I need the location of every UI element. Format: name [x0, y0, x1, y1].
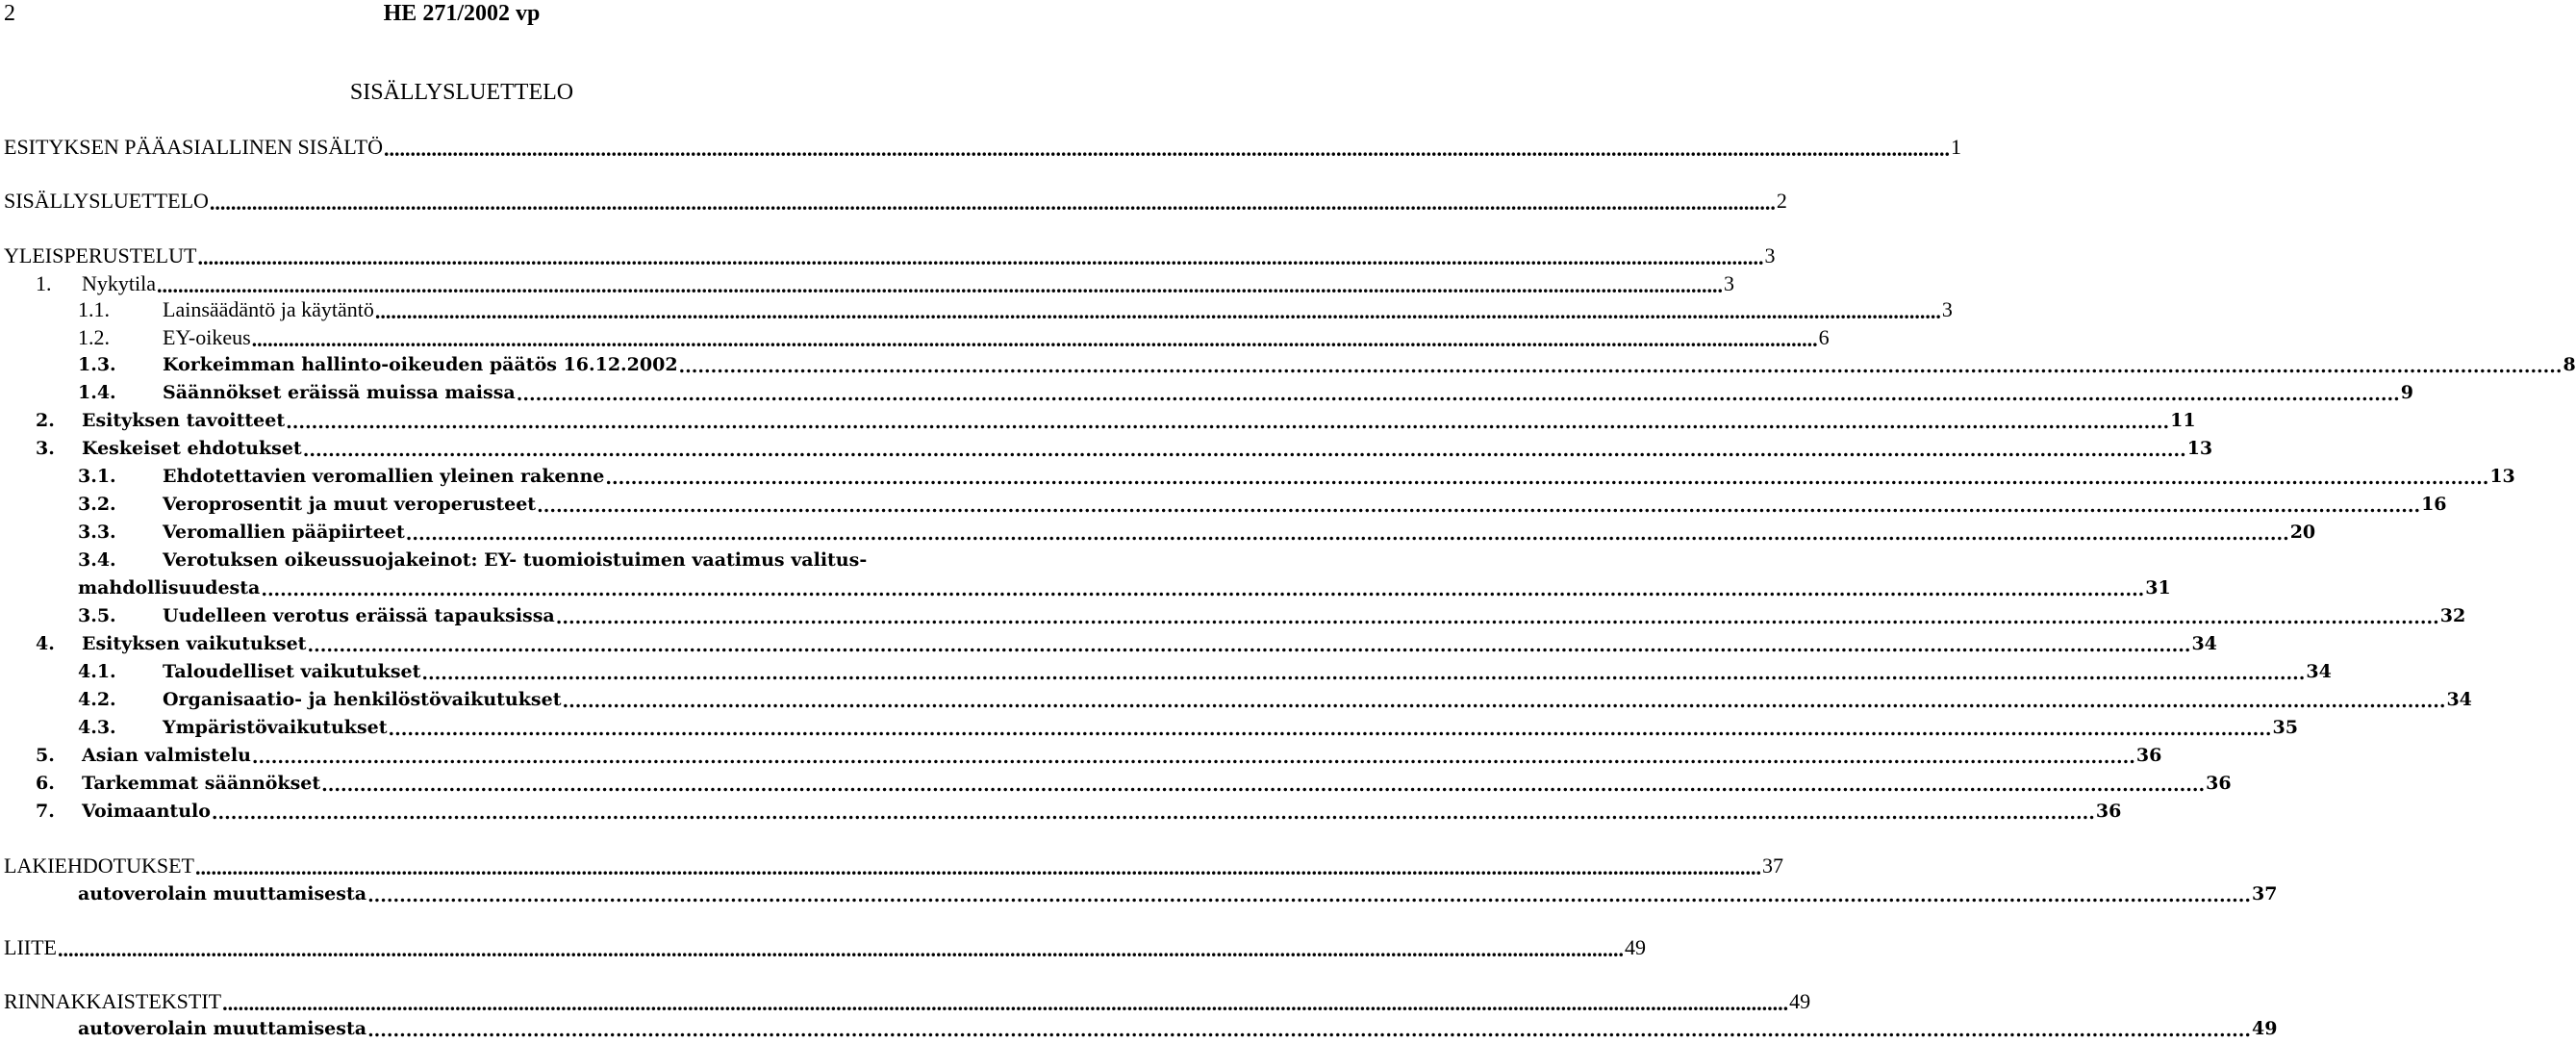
toc-entry[interactable] — [0, 379, 2413, 406]
toc-entry-page: 13 — [2186, 438, 2213, 459]
toc-entry[interactable] — [0, 686, 2472, 713]
toc-entry[interactable] — [0, 602, 2466, 629]
toc-leader — [367, 882, 2251, 902]
toc-entry-label: Tarkemmat säännökset — [82, 773, 321, 794]
toc-leader — [210, 190, 1776, 209]
toc-leader — [556, 604, 2439, 624]
toc-title: SISÄLLYSLUETTELO — [349, 80, 574, 105]
toc-entry-page: 36 — [2206, 773, 2232, 794]
toc-leader — [384, 136, 1950, 155]
toc-entry[interactable] — [0, 270, 1734, 297]
toc-entry-label: Keskeiset ehdotukset — [82, 438, 302, 459]
toc-entry-number: 3.5. — [78, 605, 116, 626]
toc-entry-label: Voimaantulo — [82, 801, 211, 822]
toc-entry-number: 4.2. — [78, 689, 116, 710]
toc-entry-page: 37 — [1761, 853, 1783, 878]
toc-leader — [321, 772, 2205, 791]
toc-leader — [197, 244, 1763, 264]
toc-entry[interactable] — [0, 134, 1961, 161]
toc-entry-label: Esityksen tavoitteet — [82, 410, 286, 431]
toc-entry-page: 49 — [1789, 989, 1811, 1013]
toc-entry-number: 4.1. — [78, 661, 116, 682]
toc-entry-number: 1.3. — [78, 354, 116, 375]
toc-leader — [222, 990, 1788, 1009]
toc-entry-page: 9 — [2400, 382, 2413, 403]
toc-entry-label: RINNAKKAISTEKSTIT — [4, 989, 222, 1013]
toc-leader — [261, 576, 2144, 596]
toc-entry-page: 3 — [1724, 271, 1734, 295]
toc-entry-label: autoverolain muuttamisesta — [78, 1018, 367, 1039]
toc-entry-label: Nykytila — [82, 271, 156, 295]
toc-entry[interactable] — [0, 463, 2515, 490]
toc-leader — [537, 493, 2420, 512]
toc-entry-number: 1.1. — [78, 297, 110, 321]
toc-entry-page: 32 — [2439, 605, 2466, 626]
toc-entry[interactable] — [0, 714, 2298, 741]
toc-entry-label: EY-oikeus — [163, 325, 251, 349]
toc-entry-page: 2 — [1776, 189, 1787, 213]
toc-entry-label: Uudelleen verotus eräissä tapauksissa — [163, 605, 555, 626]
toc-entry-label: Ehdotettavien veromallien yleinen rakenne — [163, 466, 605, 487]
toc-entry-page: 13 — [2489, 466, 2515, 487]
toc-entry-page: 36 — [2095, 801, 2122, 822]
page-number: 2 — [4, 1, 15, 26]
toc-entry-label: LIITE — [4, 935, 57, 959]
toc-entry-page: 34 — [2446, 689, 2472, 710]
toc-entry-label: Esityksen vaikutukset — [82, 633, 307, 654]
toc-entry[interactable] — [0, 351, 2576, 378]
toc-leader — [406, 521, 2289, 540]
toc-leader — [421, 660, 2305, 679]
toc-entry[interactable] — [0, 658, 2332, 685]
toc-leader — [605, 465, 2488, 484]
toc-entry[interactable] — [0, 491, 2447, 518]
toc-entry-label: Asian valmistelu — [82, 745, 251, 766]
toc-entry-continuation[interactable] — [0, 574, 2171, 601]
toc-leader — [679, 353, 2563, 372]
toc-entry[interactable] — [0, 742, 2162, 769]
toc-entry-label: Verotuksen oikeussuojakeinot: EY- tuomioistuimen vaatimus valitus- — [163, 549, 868, 571]
toc-entry-number: 4.3. — [78, 717, 116, 738]
toc-entry-label: Korkeimman hallinto-oikeuden päätös 16.12.2002 — [163, 354, 678, 375]
toc-entry-number: 2. — [36, 410, 55, 431]
toc-entry[interactable] — [0, 1015, 2278, 1042]
toc-leader — [389, 716, 2272, 735]
toc-entry-page: 16 — [2421, 494, 2447, 515]
toc-entry-page: 49 — [1624, 935, 1646, 959]
toc-entry-number: 1.2. — [78, 325, 110, 349]
toc-entry-page: 34 — [2306, 661, 2332, 682]
toc-entry-page: 3 — [1764, 243, 1776, 267]
toc-entry-number: 3.3. — [78, 522, 116, 543]
toc-entry-label: Organisaatio- ja henkilöstövaikutukset — [163, 689, 562, 710]
toc-leader — [307, 632, 2190, 651]
toc-entry-number: 1.4. — [78, 382, 116, 403]
toc-leader — [367, 1017, 2251, 1036]
toc-entry[interactable] — [0, 798, 2122, 825]
toc-entry-label: Veromallien pääpiirteet — [163, 522, 405, 543]
toc-entry-page: 36 — [2135, 745, 2162, 766]
toc-entry[interactable] — [0, 547, 998, 573]
toc-entry-page: 49 — [2252, 1018, 2278, 1039]
toc-leader — [157, 272, 1723, 292]
toc-entry-page: 1 — [1950, 135, 1961, 159]
toc-leader — [195, 854, 1761, 874]
toc-entry-page: 6 — [1818, 325, 1830, 349]
toc-entry[interactable] — [0, 770, 2232, 797]
toc-entry-page: 20 — [2289, 522, 2316, 543]
toc-entry-page: 35 — [2272, 717, 2298, 738]
toc-leader — [252, 744, 2135, 763]
toc-leader — [303, 437, 2186, 456]
toc-leader — [517, 381, 2400, 400]
toc-entry[interactable] — [0, 435, 2213, 462]
toc-entry-number: 7. — [36, 801, 55, 822]
toc-entry-label: SISÄLLYSLUETTELO — [4, 189, 209, 213]
toc-leader — [212, 800, 2095, 819]
toc-entry-number: 5. — [36, 745, 55, 766]
toc-entry-number: 3.4. — [78, 549, 116, 571]
toc-leader — [375, 298, 1941, 318]
toc-entry-number: 3.2. — [78, 494, 116, 515]
toc-leader — [562, 688, 2445, 707]
toc-entry[interactable] — [0, 242, 1776, 269]
toc-entry-number: 6. — [36, 773, 55, 794]
toc-leader — [58, 936, 1624, 955]
toc-entry-page: 37 — [2252, 883, 2278, 904]
toc-entry-number: 3.1. — [78, 466, 116, 487]
toc-entry-page: 8 — [2563, 354, 2576, 375]
toc-entry[interactable] — [0, 519, 2316, 546]
toc-entry-page: 3 — [1941, 297, 1953, 321]
toc-entry-label: Lainsäädäntö ja käytäntö — [163, 297, 374, 321]
toc-entry-label: YLEISPERUSTELUT — [4, 243, 197, 267]
toc-entry-label: Ympäristövaikutukset — [163, 717, 388, 738]
toc-entry-number: 3. — [36, 438, 55, 459]
toc-entry-number: 1. — [36, 271, 52, 295]
toc-entry-label: Taloudelliset vaikutukset — [163, 661, 421, 682]
toc-entry-page: 11 — [2170, 410, 2196, 431]
toc-entry-label: mahdollisuudesta — [78, 577, 261, 598]
toc-entry-label: autoverolain muuttamisesta — [78, 883, 367, 904]
toc-entry[interactable] — [0, 853, 1783, 879]
toc-entry[interactable] — [0, 296, 1953, 323]
toc-entry[interactable] — [0, 988, 1811, 1015]
toc-leader — [252, 326, 1818, 345]
toc-entry[interactable] — [0, 934, 1646, 961]
toc-leader — [286, 409, 2169, 428]
toc-entry-page: 31 — [2145, 577, 2171, 598]
toc-entry[interactable] — [0, 324, 1830, 351]
toc-entry[interactable] — [0, 880, 2278, 907]
toc-entry-label: LAKIEHDOTUKSET — [4, 853, 194, 878]
toc-entry-number: 4. — [36, 633, 55, 654]
toc-entry[interactable] — [0, 630, 2217, 657]
toc-entry-label: ESITYKSEN PÄÄASIALLINEN SISÄLTÖ — [4, 135, 383, 159]
toc-entry-page: 34 — [2191, 633, 2217, 654]
toc-entry[interactable] — [0, 188, 1787, 215]
toc-entry-label: Säännökset eräissä muissa maissa — [163, 382, 516, 403]
toc-entry-label: Veroprosentit ja muut veroperusteet — [163, 494, 537, 515]
document-id: HE 271/2002 vp — [383, 1, 541, 26]
toc-entry[interactable] — [0, 407, 2196, 434]
